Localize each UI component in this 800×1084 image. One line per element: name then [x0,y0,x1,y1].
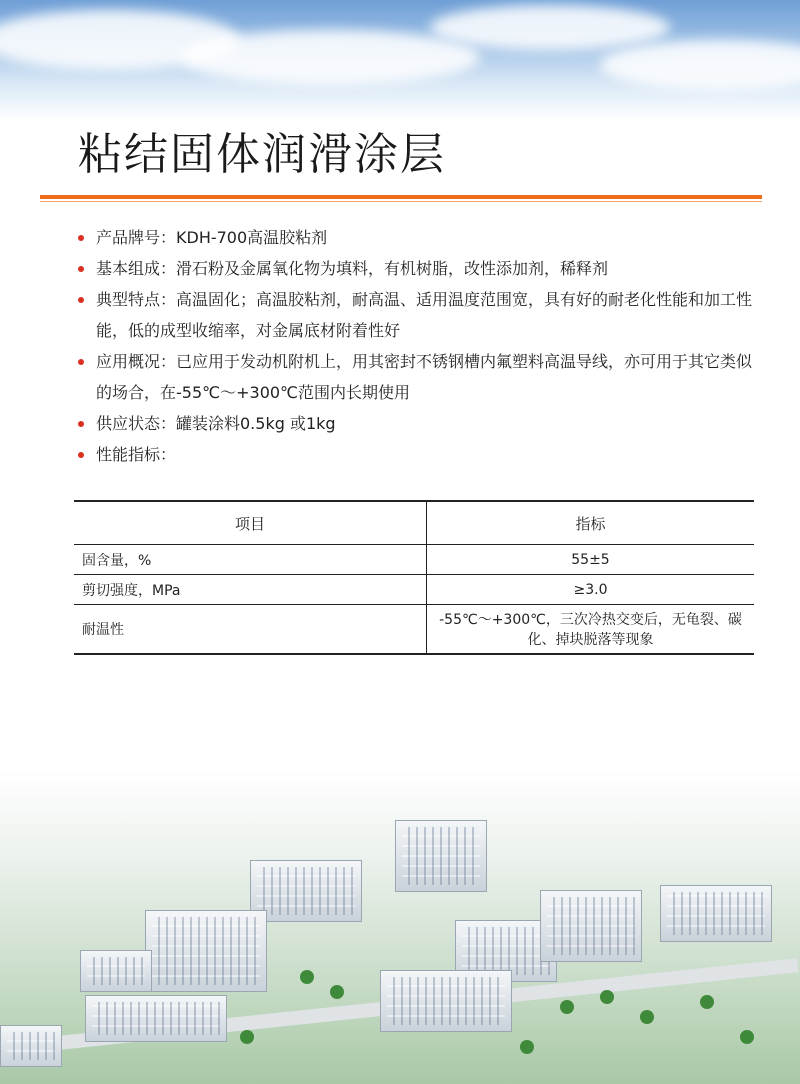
list-item: 典型特点：高温固化；高温胶粘剂，耐高温、适用温度范围宽，具有好的耐老化性能和加工性能，低的成型收缩率，对金属底材附着性好 [78,284,758,346]
sky-banner [0,0,800,120]
list-item: 基本组成：滑石粉及金属氧化物为填料，有机树脂，改性添加剂，稀释剂 [78,253,758,284]
column-header-item: 项目 [74,501,427,545]
bullet-dot-icon [78,452,84,458]
table-cell-item: 固含量，% [74,545,427,575]
bullet-dot-icon [78,359,84,365]
table-row [74,605,754,655]
table-cell-value: 55±5 [427,545,755,575]
bullet-dot-icon [78,235,84,241]
table-cell-item: 剪切强度，MPa [74,575,427,605]
table-row [74,545,754,575]
table-header-row [74,501,754,545]
list-item: 产品牌号：KDH-700高温胶粘剂 [78,222,758,253]
bullet-dot-icon [78,266,84,272]
column-header-value: 指标 [427,501,755,545]
table-cell-value: ≥3.0 [427,575,755,605]
list-item: 应用概况：已应用于发动机附机上，用其密封不锈钢槽内氟塑料高温导线，亦可用于其它类似的场合，在-55℃～+300℃范围内长期使用 [78,346,758,408]
table-cell-item: 耐温性 [74,605,427,655]
bullet-dot-icon [78,297,84,303]
spec-table [74,500,754,655]
table-cell-value: -55℃～+300℃，三次冷热交变后，无龟裂、碳化、掉块脱落等现象 [427,605,755,655]
campus-illustration [0,770,800,1084]
title-divider [40,195,762,199]
table-row [74,575,754,605]
title-divider-thin [40,201,762,202]
page-title: 粘结固体润滑涂层 [78,129,446,180]
list-item: 供应状态：罐装涂料0.5kg 或1kg [78,408,758,439]
feature-list [78,222,758,470]
list-item: 性能指标： [78,439,758,470]
bullet-dot-icon [78,421,84,427]
